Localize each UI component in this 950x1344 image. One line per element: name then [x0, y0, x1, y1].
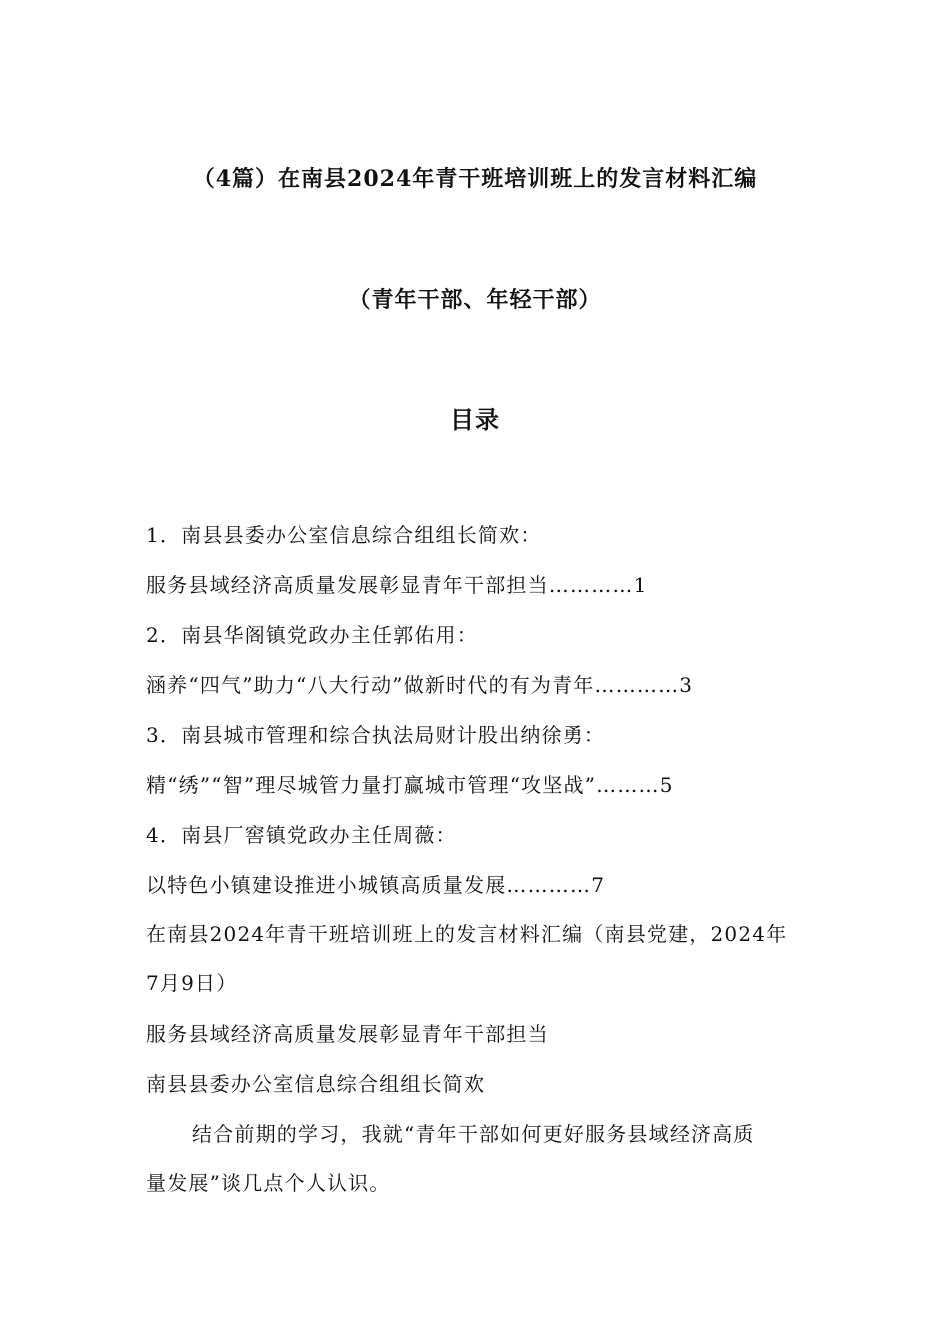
body-paragraph-line-2: 量发展”谈几点个人认识。 [146, 1171, 391, 1195]
body-paragraph-line-1: 结合前期的学习，我就“青年干部如何更好服务县域经济高质 [192, 1122, 755, 1146]
toc-item-3-label: 3．南县城市管理和综合执法局财计股出纳徐勇： [146, 723, 606, 747]
toc-item-2-label: 2．南县华阁镇党政办主任郭佑用： [146, 623, 478, 647]
document-title: （4篇）在南县2024年青干班培训班上的发言材料汇编 [192, 166, 758, 192]
toc-item-2-entry[interactable]: 涵养“四气”助力“八大行动”做新时代的有为青年…………3 [146, 673, 694, 697]
toc-item-4-label: 4．南县厂窖镇党政办主任周薇： [146, 823, 457, 847]
document-subtitle: （青年干部、年轻干部） [348, 287, 602, 313]
article-title: 服务县域经济高质量发展彰显青年干部担当 [146, 1022, 549, 1046]
toc-item-3-entry[interactable]: 精“绣”“智”理尽城管力量打赢城市管理“攻坚战”………5 [146, 773, 674, 797]
toc-item-1-entry[interactable]: 服务县域经济高质量发展彰显青年干部担当…………1 [146, 573, 648, 597]
toc-item-4-entry[interactable]: 以特色小镇建设推进小城镇高质量发展…………7 [146, 873, 606, 897]
source-line: 在南县2024年青干班培训班上的发言材料汇编（南县党建，2024年 [146, 922, 788, 946]
article-author: 南县县委办公室信息综合组组长简欢 [146, 1072, 486, 1096]
source-line-date: 7月9日） [146, 971, 238, 995]
toc-heading: 目录 [450, 405, 500, 434]
toc-item-1-label: 1．南县县委办公室信息综合组组长简欢： [146, 523, 542, 547]
